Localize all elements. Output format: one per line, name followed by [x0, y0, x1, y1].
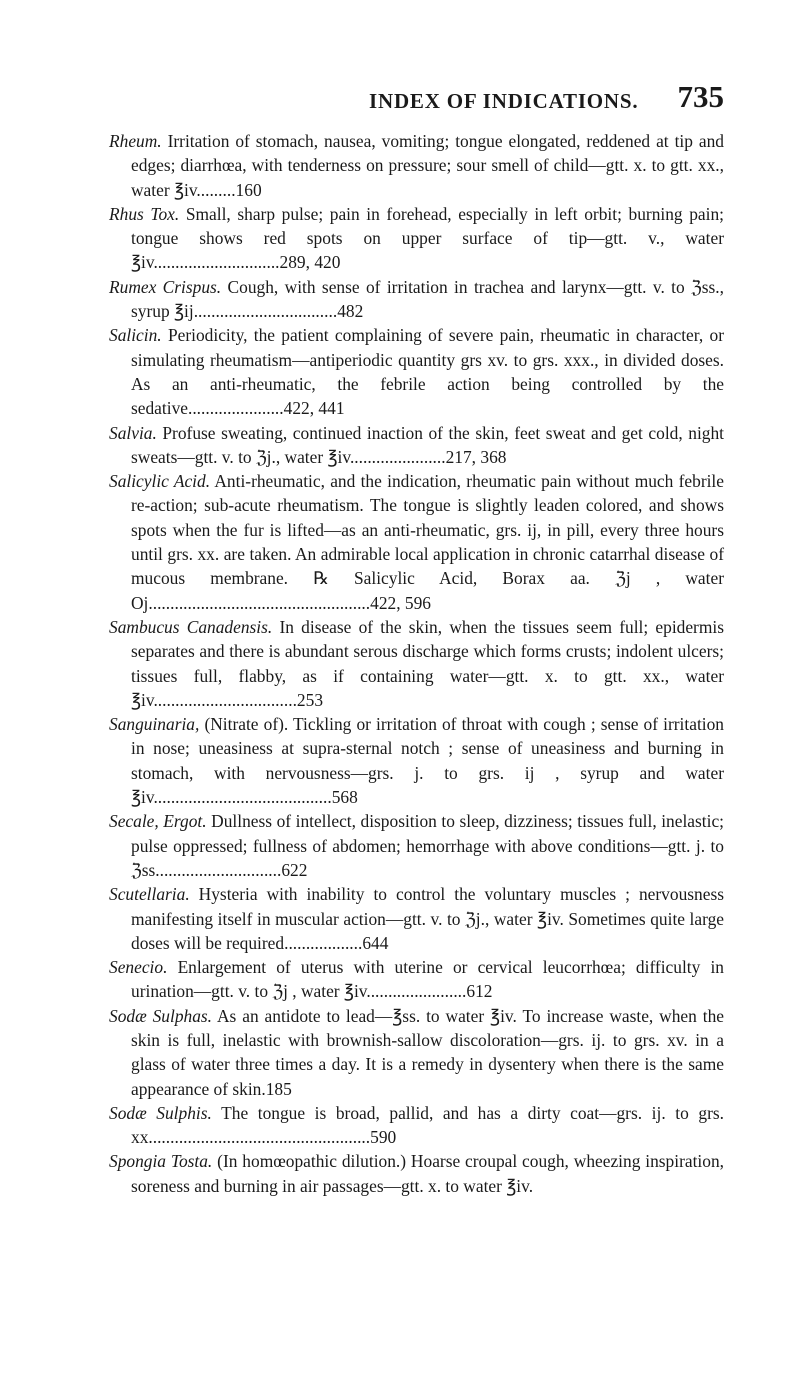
entry-text: In disease of the skin, when the tissues seem full; epidermis separates and there is abundant serous discharge which forms crusts; indolent ulcers; tissues full, flabby, as if containing water—gtt. x. to gtt. xx., water ℥iv................................. — [131, 616, 724, 710]
entry-text: Hysteria with inability to control the voluntary muscles ; nervousness manifesting itself in muscular action—gtt. v. to ℨj., water ℥iv. Sometimes quite large doses will be required.................. — [131, 884, 724, 953]
index-entry-rumex-crispus — [109, 275, 724, 324]
entry-pages: 590 — [370, 1127, 397, 1148]
entry-text: Anti-rheumatic, and the indication, rheumatic pain without much febrile re-action; sub-acute rheumatism. The tongue is slightly leaden colored, and shows spots when the fur is lifted—as an anti-rheumatic, grs. ij, in pill, every three hours until grs. xx. are taken. An admirable local application in chronic catarrhal disease of mucous membrane. ℞ Salicylic Acid, Borax aa. ℨj , water Oj................................................... — [131, 471, 724, 613]
entry-term: Spongia Tosta. — [109, 1151, 213, 1172]
entry-term: Scutellaria. — [109, 884, 190, 905]
entry-text: As an antidote to lead—℥ss. to water ℥iv. To increase waste, when the skin is full, inelastic with brownish-sallow discoloration—grs. ij. to grs. xv. in a glass of water three times a day. It is a remedy in dysentery when there is the same appearance of skin. — [131, 1005, 724, 1099]
index-entries — [109, 129, 724, 1198]
index-entry-salvia — [109, 421, 724, 470]
index-entry-sodae-sulphis — [109, 1101, 724, 1150]
entry-text: Small, sharp pulse; pain in forehead, especially in left orbit; burning pain; tongue shows red spots on upper surface of tip—gtt. v., water ℥iv............................. — [131, 203, 724, 273]
entry-term: Secale, Ergot. — [109, 811, 207, 832]
entry-text: Irritation of stomach, nausea, vomiting; tongue elongated, reddened at tip and edges; diarrhœa, with tenderness on pressure; sour smell of child—gtt. x. to gtt. xx., water ℥iv......... — [131, 131, 724, 200]
page-header-title: INDEX OF INDICATIONS. — [369, 89, 639, 113]
index-entry-rhus-tox — [109, 202, 724, 275]
book-page — [0, 71, 800, 1378]
entry-term: Sambucus Canadensis. — [109, 616, 273, 637]
entry-pages: 644 — [362, 932, 389, 953]
entry-term: Senecio. — [109, 957, 168, 978]
entry-pages: 482 — [337, 301, 364, 322]
entry-text: Profuse sweating, continued inaction of the skin, feet sweat and get cold, night sweats—gtt. v. to ℨj., water ℥iv...................... — [131, 422, 724, 467]
entry-text: The tongue is broad, pallid, and has a dirty coat—grs. ij. to grs. xx................................................... — [131, 1102, 724, 1148]
index-entry-sanguinaria — [109, 712, 724, 809]
entry-pages: 612 — [466, 981, 493, 1002]
index-entry-salicylic-acid — [109, 469, 724, 615]
index-entry-sodae-sulphas — [109, 1004, 724, 1101]
index-entry-sambucus-canadensis — [109, 615, 724, 712]
entry-pages: 253 — [296, 689, 324, 710]
index-entry-senecio — [109, 955, 724, 1004]
entry-text: Periodicity, the patient complaining of severe pain, rheumatic in character, or simulating rheumatism—antiperiodic quantity grs xv. to grs. xxx., in divided doses. As an anti-rheumatic, the febrile action being controlled by the sedative...................... — [131, 325, 724, 419]
entry-pages: 568 — [331, 787, 358, 808]
index-entry-salicin — [109, 323, 724, 420]
entry-term: Salvia. — [109, 422, 157, 443]
entry-term: Rhus Tox. — [109, 203, 180, 224]
entry-term: Sanguinaria, — [109, 714, 200, 735]
entry-term: Sodæ Sulphas. — [109, 1005, 213, 1026]
entry-pages: 185 — [265, 1078, 292, 1099]
entry-pages: 422, 441 — [283, 398, 345, 419]
running-head — [109, 71, 724, 129]
entry-text: (In homœopathic dilution.) Hoarse croupal cough, wheezing inspiration, soreness and burning in air passages—gtt. x. to water ℥iv. — [131, 1151, 724, 1196]
page-number: 735 — [677, 79, 724, 114]
entry-text: Enlargement of uterus with uterine or cervical leucorrhœa; difficulty in urination—gtt. v. to ℨj , water ℥iv....................... — [131, 957, 724, 1002]
entry-term: Sodæ Sulphis. — [109, 1102, 212, 1123]
entry-pages: 160 — [235, 179, 262, 200]
entry-term: Rumex Crispus. — [109, 276, 222, 297]
entry-term: Salicylic Acid. — [109, 471, 211, 492]
entry-pages: 622 — [281, 859, 308, 880]
entry-term: Rheum. — [109, 131, 162, 151]
entry-text: Cough, with sense of irritation in trachea and larynx—gtt. v. to ℨss., syrup ℥ij................................. — [131, 276, 725, 322]
entry-text: Dullness of intellect, disposition to sleep, dizziness; tissues full, inelastic; pulse oppressed; fullness of abdomen; hemorrhage with above conditions—gtt. j. to ℨss............................. — [131, 811, 724, 880]
entry-pages: 422, 596 — [370, 592, 431, 613]
entry-pages: 217, 368 — [445, 446, 507, 467]
index-entry-secale-ergot — [109, 809, 724, 882]
entry-text: (Nitrate of). Tickling or irritation of throat with cough ; sense of irritation in nose; uneasiness at supra-sternal notch ; sense of uneasiness and burning in stomach, with nervousness—grs. j. to grs. ij , syrup and water ℥iv......................................... — [131, 714, 724, 808]
index-entry-rheum — [109, 129, 724, 202]
entry-pages: 289, 420 — [279, 252, 341, 273]
index-entry-spongia-tosta — [109, 1149, 724, 1198]
index-entry-scutellaria — [109, 882, 724, 955]
entry-term: Salicin. — [109, 325, 162, 346]
